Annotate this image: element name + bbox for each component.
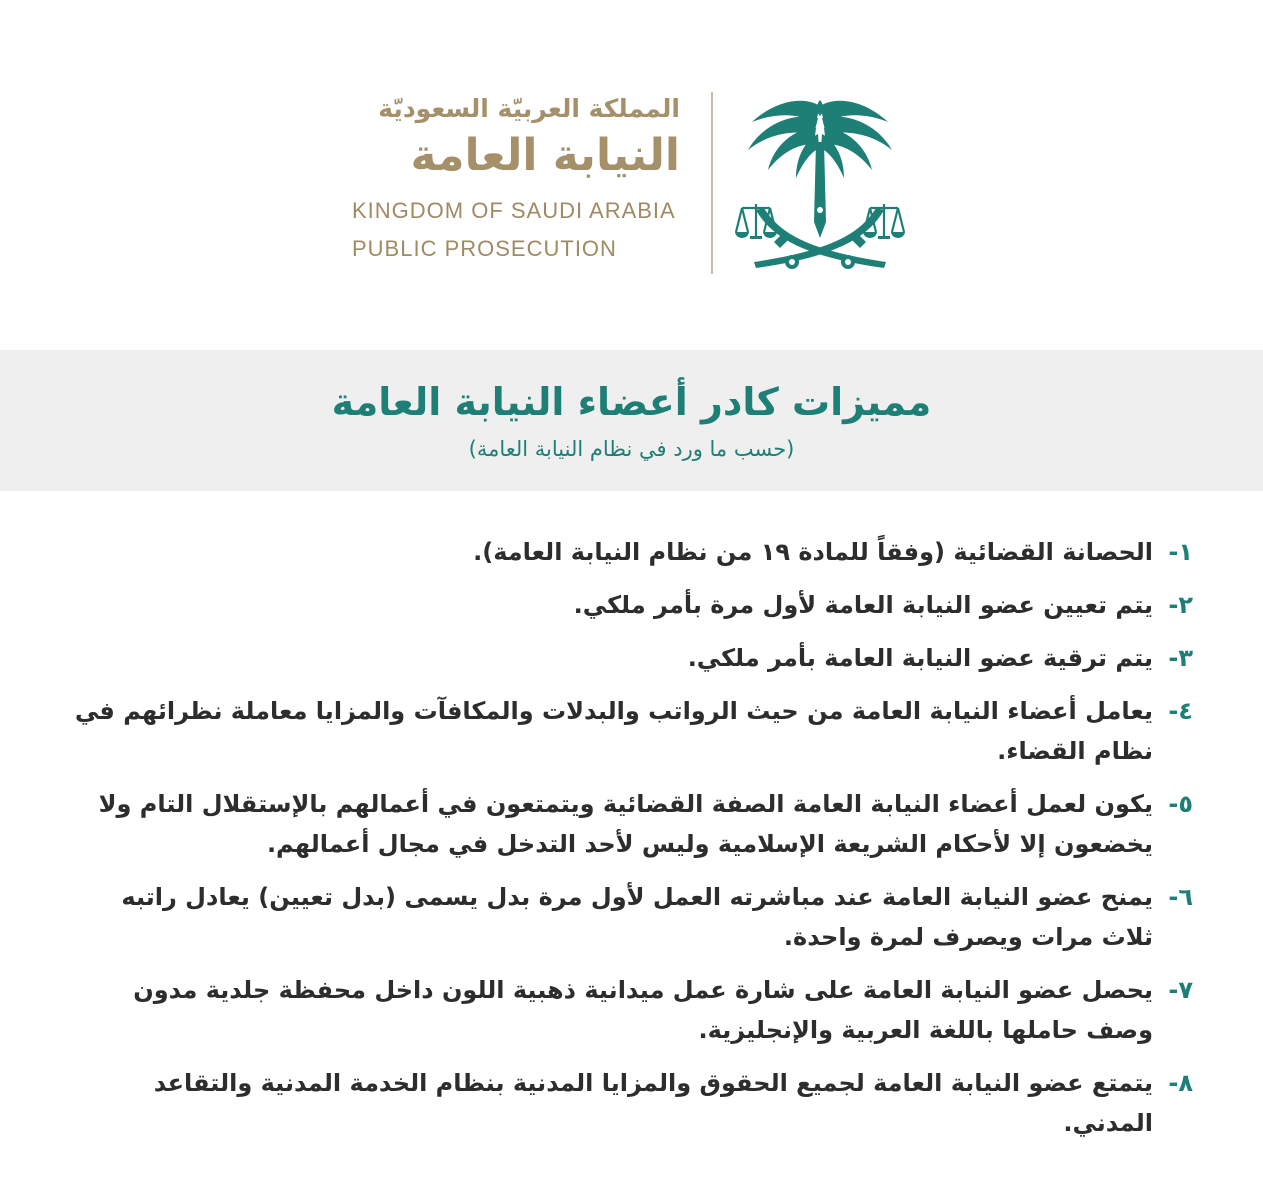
logo-divider [711,92,713,274]
item-number: ٧- [1168,976,1193,1004]
logo-wordmark [350,92,680,262]
item-text: يتم ترقية عضو النيابة العامة بأمر ملكي. [687,644,1153,672]
item-number: ٦- [1168,883,1193,911]
item-text: يتمتع عضو النيابة العامة لجميع الحقوق والمزايا المدنية بنظام الخدمة المدنية والتقاعد المدني. [153,1069,1153,1137]
list-item [73,691,1193,771]
logo-header [0,0,1263,350]
palm-and-scales-emblem-icon [734,92,906,274]
arabic-prosecution-name: النيابة العامة [410,130,680,181]
item-number: ٨- [1168,1069,1193,1097]
item-text: يحصل عضو النيابة العامة على شارة عمل ميدانية ذهبية اللون داخل محفظة جلدية مدون وصف حاملها باللغة العربية والإنجليزية. [133,976,1153,1044]
english-kingdom-name: KINGDOM OF SAUDI ARABIA [352,198,676,223]
list-item [73,970,1193,1050]
list-item [73,1063,1193,1143]
english-prosecution-name: PUBLIC PROSECUTION [352,236,617,261]
item-number: ١- [1168,538,1193,566]
list-item [73,638,1193,678]
list-item [73,877,1193,957]
item-text: يمنح عضو النيابة العامة عند مباشرته العمل لأول مرة بدل يسمى (بدل تعيين) يعادل راتبه ثلاث مرات ويصرف لمرة واحدة. [121,883,1153,951]
page-subtitle: (حسب ما ورد في نظام النيابة العامة) [468,437,795,461]
item-number: ٤- [1168,697,1193,725]
page-title: مميزات كادر أعضاء النيابة العامة [331,380,932,424]
item-number: ٥- [1168,790,1193,818]
item-text: يتم تعيين عضو النيابة العامة لأول مرة بأمر ملكي. [573,591,1153,619]
features-list [73,532,1193,1156]
item-number: ٣- [1168,644,1193,672]
list-item [73,532,1193,572]
arabic-kingdom-name: المملكة العربيّة السعوديّة [378,94,680,123]
list-item [73,784,1193,864]
list-item [73,585,1193,625]
item-text: يكون لعمل أعضاء النيابة العامة الصفة القضائية ويتمتعون في أعمالهم بالإستقلال التام ولا يخضعون إلا لأحكام الشريعة الإسلامية وليس لأحد التدخل في مجال أعمالهم. [98,790,1153,858]
item-text: الحصانة القضائية (وفقاً للمادة ١٩ من نظام النيابة العامة). [473,538,1153,566]
item-number: ٢- [1168,591,1193,619]
item-text: يعامل أعضاء النيابة العامة من حيث الرواتب والبدلات والمكافآت والمزايا معاملة نظرائهم في نظام القضاء. [74,697,1153,765]
